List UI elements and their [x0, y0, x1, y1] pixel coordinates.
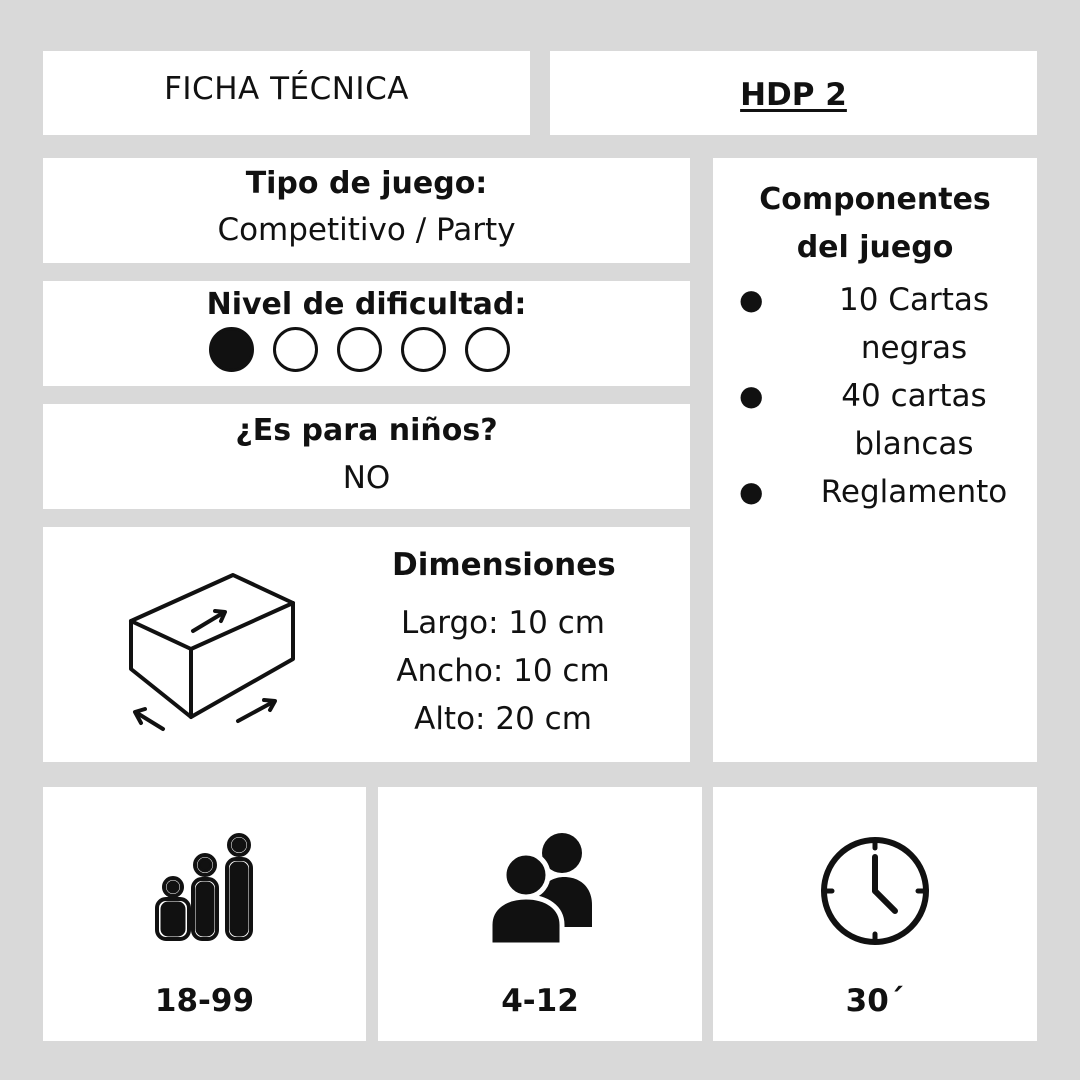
bullet-icon: ● [739, 379, 764, 412]
difficulty-dot-filled [209, 327, 254, 372]
difficulty-dot-empty [337, 327, 382, 372]
componente-line: blancas [854, 426, 974, 462]
ficha-tecnica-box [43, 51, 530, 135]
es-para-ninos-value: NO [342, 460, 391, 496]
componentes-box [713, 158, 1037, 762]
componentes-title [713, 176, 1037, 272]
difficulty-dot-empty [273, 327, 318, 372]
clock-icon [815, 831, 935, 951]
bullet-icon: ● [739, 283, 764, 316]
difficulty-dot-empty [465, 327, 510, 372]
nivel-dificultad-label: Nivel de dificultad: [206, 287, 527, 322]
dimensiones-title: Dimensiones [392, 547, 616, 583]
difficulty-rating [209, 327, 510, 372]
players-icon [480, 831, 600, 951]
players-box [378, 787, 702, 1041]
tipo-de-juego-value: Competitivo / Party [217, 212, 516, 248]
componente-line: 10 Cartas [839, 282, 989, 318]
time-box [713, 787, 1037, 1041]
componente-line: negras [860, 330, 968, 366]
componentes-title-line2: del juego [796, 230, 954, 265]
list-item [733, 468, 1033, 516]
list-item [733, 372, 1033, 468]
box-dimensions-icon [123, 569, 313, 739]
play-time: 30´ [845, 983, 905, 1019]
game-title-box [550, 51, 1037, 135]
ficha-tecnica-label: FICHA TÉCNICA [164, 71, 409, 107]
game-title: HDP 2 [740, 77, 847, 113]
es-para-ninos-label: ¿Es para niños? [235, 413, 498, 448]
age-box [43, 787, 366, 1041]
dimension-ancho: Ancho: 10 cm [396, 653, 610, 689]
difficulty-dot-empty [401, 327, 446, 372]
dimension-alto: Alto: 20 cm [414, 701, 592, 737]
componente-line: 40 cartas [841, 378, 987, 414]
bullet-icon: ● [739, 475, 764, 508]
age-range: 18-99 [154, 983, 255, 1019]
dimensiones-box [43, 527, 690, 762]
es-para-ninos-box [43, 404, 690, 509]
dimension-largo: Largo: 10 cm [401, 605, 605, 641]
tipo-de-juego-label: Tipo de juego: [245, 166, 488, 201]
componentes-title-line1: Componentes [759, 182, 991, 217]
nivel-dificultad-box [43, 281, 690, 386]
list-item [733, 276, 1033, 372]
players-range: 4-12 [501, 983, 579, 1019]
tipo-de-juego-box [43, 158, 690, 263]
componentes-list [733, 276, 1033, 516]
age-group-icon [145, 831, 265, 951]
componente-line: Reglamento [820, 474, 1008, 510]
